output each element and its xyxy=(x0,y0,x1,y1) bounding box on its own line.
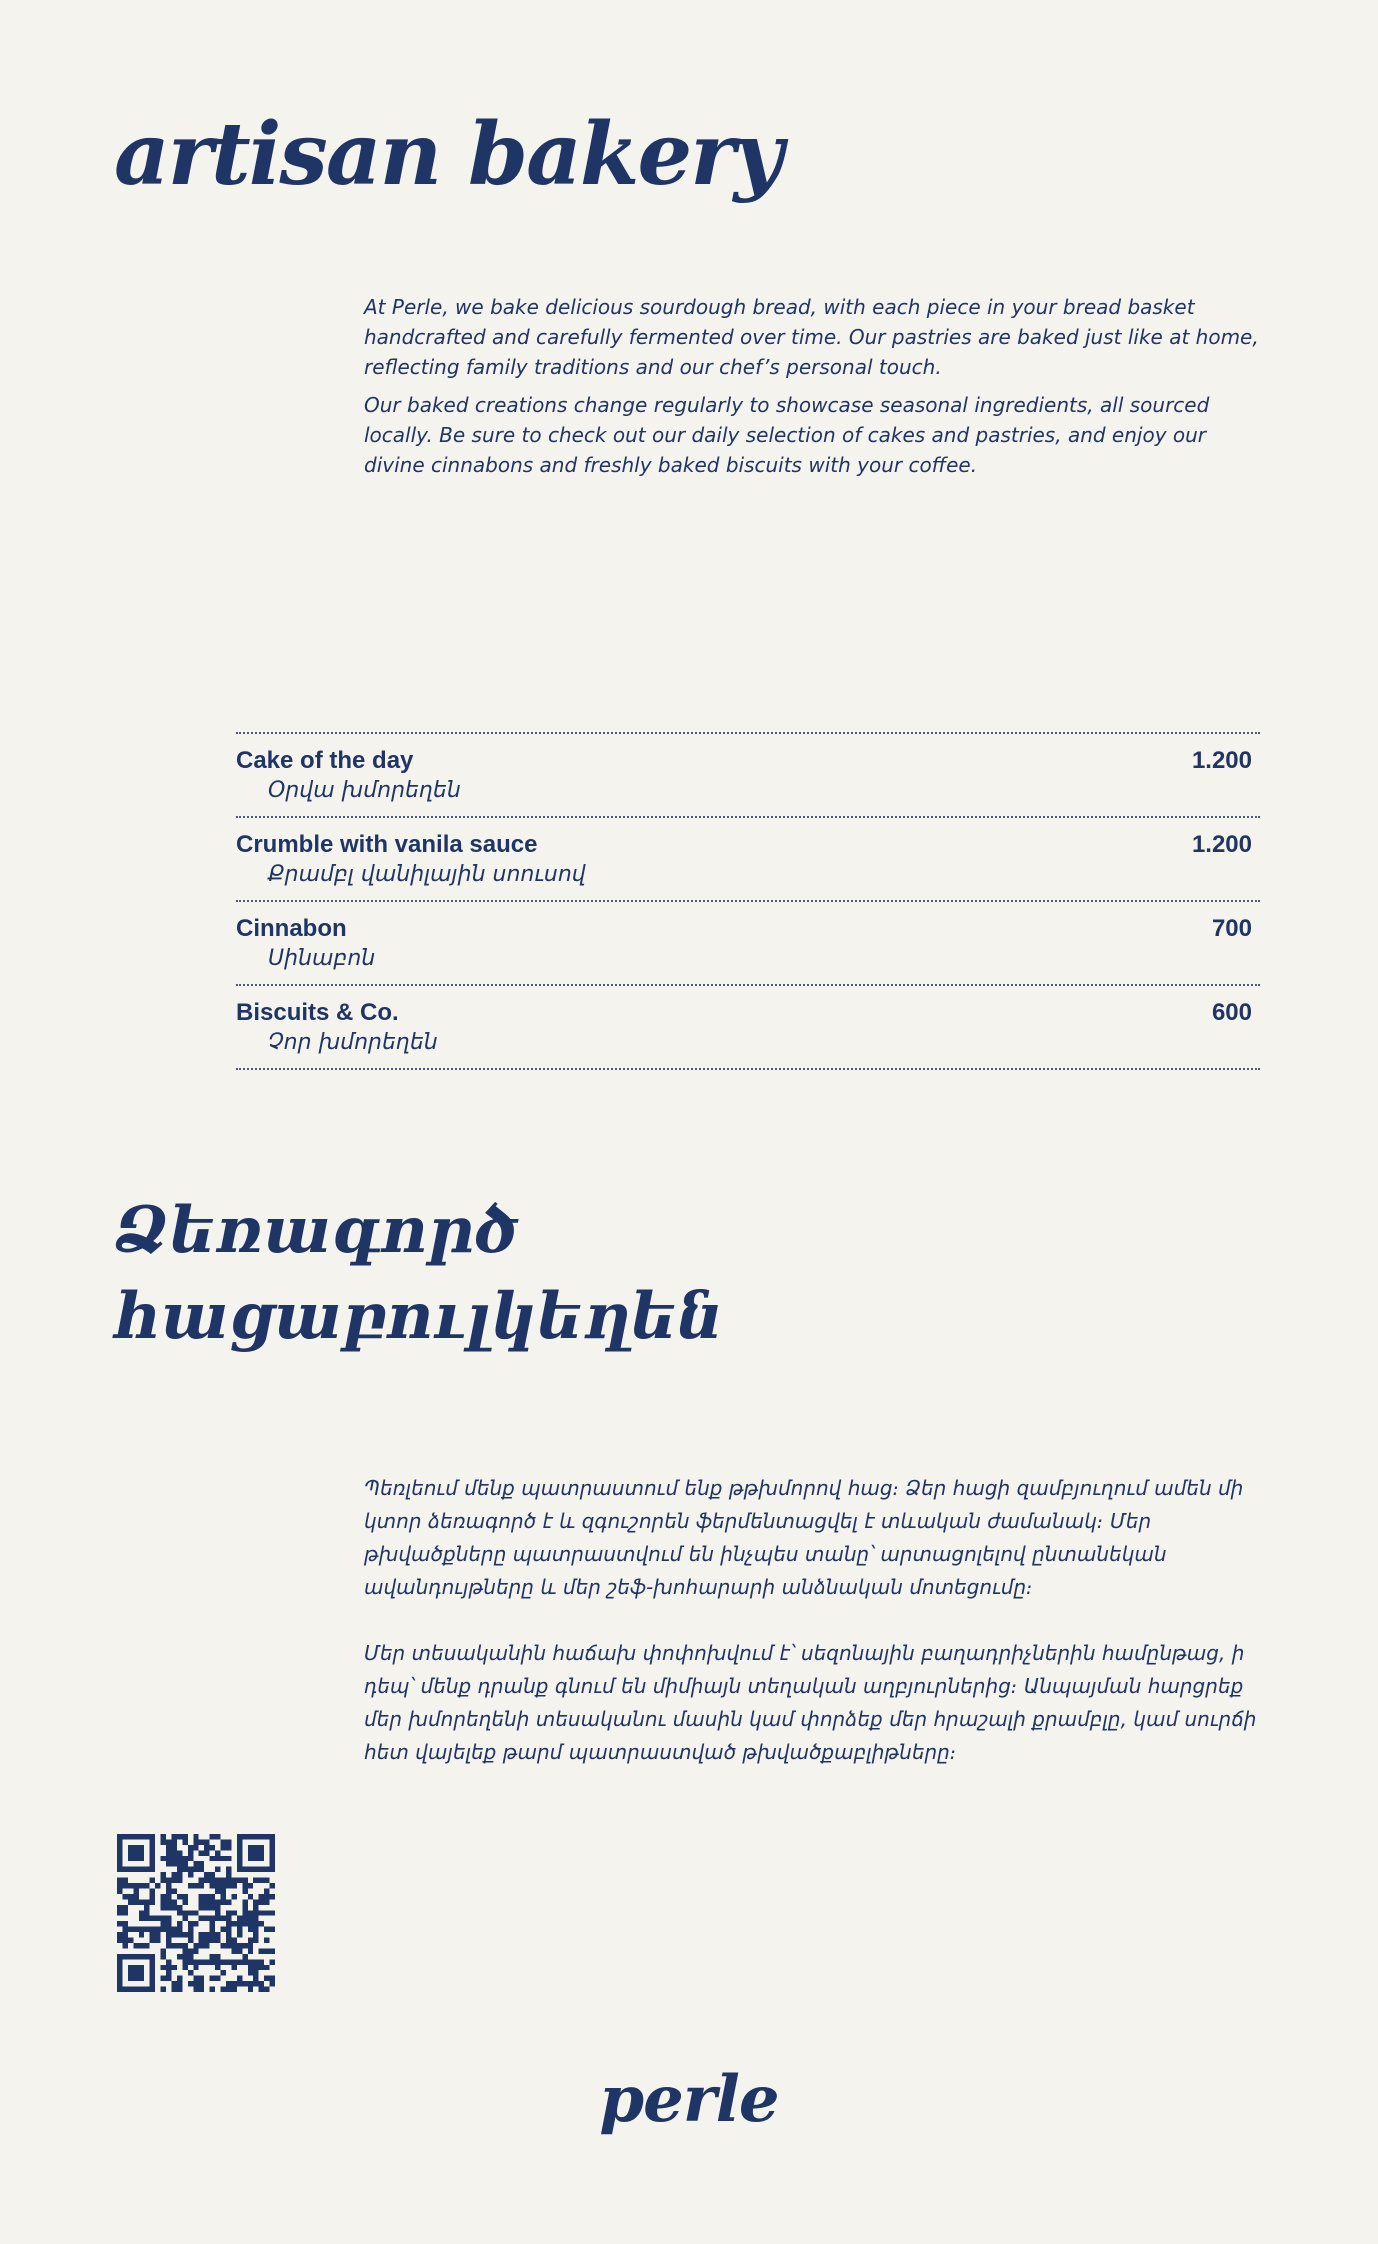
menu-item-name-armenian: Օրվա խմորեղեն xyxy=(268,778,461,803)
menu-item-price: 700 xyxy=(1211,915,1252,942)
menu-item-price: 1.200 xyxy=(1191,747,1252,774)
section-title-armenian xyxy=(114,1188,914,1360)
qr-code-icon[interactable] xyxy=(117,1834,275,1992)
menu-item-name: Biscuits & Co. xyxy=(236,999,399,1026)
menu-list xyxy=(236,732,1260,1070)
menu-item xyxy=(236,902,1260,986)
menu-item-name: Crumble with vanila sauce xyxy=(236,831,538,858)
intro-text-english xyxy=(364,292,1264,488)
menu-item xyxy=(236,986,1260,1070)
intro-paragraph-2: Our baked creations change regularly to showcase seasonal ingredients, all sourced locally. Be sure to check out our daily selection of cakes and pastries, and enjoy our divine cinnabons and freshly baked biscuits with your coffee. xyxy=(364,393,1210,477)
menu-item xyxy=(236,818,1260,902)
intro-text-armenian xyxy=(364,1472,1264,1802)
brand-logo: perle xyxy=(599,2062,779,2137)
menu-item-name-armenian: Քրամբլ վանիլային սոուսով xyxy=(268,862,586,887)
menu-item-price: 1.200 xyxy=(1191,831,1252,858)
menu-item-name: Cake of the day xyxy=(236,747,414,774)
intro-paragraph-1: At Perle, we bake delicious sourdough bread, with each piece in your bread basket handcrafted and carefully fermented over time. Our pastries are baked just like at home, reflecting family traditions and our chef’s personal touch. xyxy=(364,295,1259,379)
menu-item xyxy=(236,734,1260,818)
menu-item-name-armenian: Սինաբոն xyxy=(268,946,376,971)
menu-item-name: Cinnabon xyxy=(236,915,347,942)
menu-item-price: 600 xyxy=(1211,999,1252,1026)
intro-am-paragraph-1: Պեռլեում մենք պատրաստում ենք թթխմորով հաց։ Ձեր հացի զամբյուղում ամեն մի կտոր ձեռագործ է և զգուշորեն ֆերմենտացվել է տևական ժամանակ։ Մեր թխվածքները պատրաստվում են ինչպես տանը՝ արտացոլելով ընտանեկան ավանդույթները և մեր շեֆ-խոհարարի անձնական մոտեցումը։ xyxy=(364,1476,1244,1599)
page-title: artisan bakery xyxy=(114,104,782,205)
menu-item-name-armenian: Չոր խմորեղեն xyxy=(268,1030,438,1055)
intro-am-paragraph-2: Մեր տեսականին հաճախ փոփոխվում է՝ սեզոնային բաղադրիչներին համընթաց, ի դեպ՝ մենք դրանք գնում են միմիայն տեղական աղբյուրներից։ Անպայման հարցրեք մեր խմորեղենի տեսականու մասին կամ փորձեք մեր հրաշալի քրամբլը, կամ սուրճի հետ վայելեք թարմ պատրաստված թխվածքաբլիթները։ xyxy=(364,1641,1257,1764)
section-title-line-2: հացաբուլկեղեն xyxy=(114,1279,724,1354)
section-title-line-1: Ձեռագործ xyxy=(114,1193,519,1268)
